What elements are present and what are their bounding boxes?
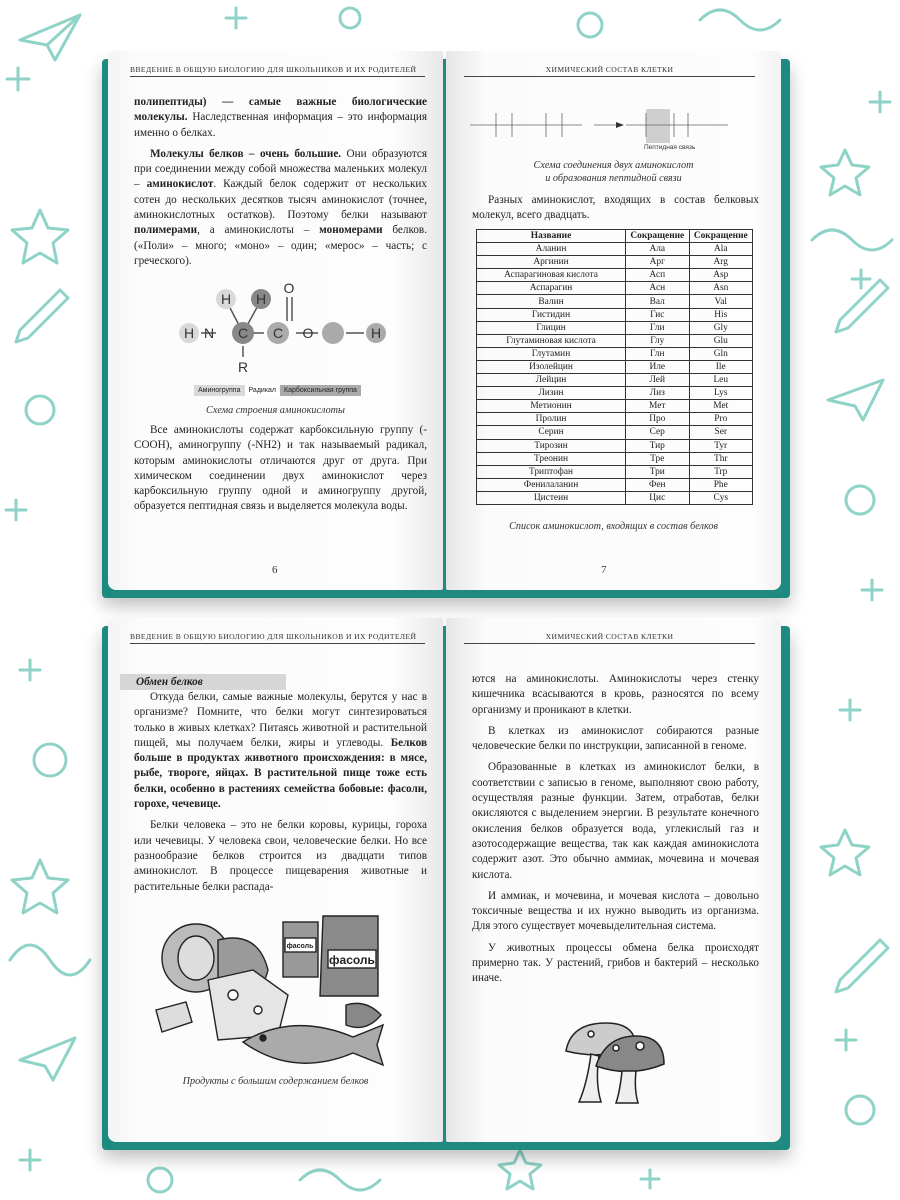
page-text: [472, 193, 759, 224]
table-cell: Фен: [626, 478, 689, 491]
table-cell: Триптофан: [477, 465, 626, 478]
section-title: Обмен белков: [120, 674, 286, 690]
bold-text: аминокислот: [146, 178, 214, 191]
plus-icon: [226, 8, 246, 28]
table-cell: Лейцин: [477, 374, 626, 387]
page-text: [134, 95, 427, 269]
star-icon: [12, 210, 68, 263]
table-row: [477, 308, 753, 321]
table-cell: Phe: [689, 478, 753, 491]
table-cell: Гистидин: [477, 308, 626, 321]
paragraph: Белки человека – это не белки коровы, курицы, гороха или чечевицы. У человека свои, человеческие белки. Но все разнообразие белков строится из двадцати типов аминокислот. В процессе пищеварения животные и растительные белки распада-: [134, 819, 427, 893]
paragraph: [134, 147, 427, 269]
star-icon: [12, 860, 68, 913]
mushrooms-illustration: [556, 1016, 666, 1106]
table-cell: Gly: [689, 321, 753, 334]
table-cell: Лиз: [626, 387, 689, 400]
circle-icon: [578, 13, 602, 37]
star-icon: [821, 830, 869, 875]
bold-text: полипептиды) — самые важные биологические молекулы.: [134, 96, 427, 124]
table-cell: Глицин: [477, 321, 626, 334]
book-spread-top: [88, 45, 810, 600]
paper-plane-icon: [20, 1038, 75, 1080]
page-left: [108, 618, 443, 1142]
atom-label: O: [283, 280, 295, 296]
legend-amino-group: Аминогруппа: [194, 385, 245, 396]
table-cell: Треонин: [477, 452, 626, 465]
page-number: 7: [601, 564, 607, 576]
plus-icon: [6, 500, 26, 520]
star-icon: [821, 150, 869, 195]
plus-icon: [852, 270, 870, 288]
table-cell: Leu: [689, 374, 753, 387]
table-row: [477, 321, 753, 334]
table-cell: Цистеин: [477, 491, 626, 504]
caption-line: Схема соединения двух аминокислот: [533, 160, 694, 171]
caption-line: и образования пептидной связи: [545, 173, 682, 184]
table-cell: Ала: [626, 243, 689, 256]
paper-plane-icon: [20, 15, 80, 60]
paragraph: Образованные в клетках из аминокислот белки, в соответствии с записью в геноме, выполняют свою работу, осуществляя разные функции. Затем, отработав, белки окисляются с выделением энергии. В результате конечного окисления белков образуется вода, углекислый газ и азотосодержащие вещества, так как каждая аминокислота содержит азот. Это обычно аммиак, мочевина и мочевая кислота.: [472, 761, 759, 881]
table-row: [477, 413, 753, 426]
table-cell: Изолейцин: [477, 360, 626, 373]
paragraph: У животных процессы обмена белка происходят примерно так. У растений, грибов и бактерий – несколько иначе.: [472, 941, 759, 985]
table-row: [477, 374, 753, 387]
running-head: ВВЕДЕНИЕ В ОБЩУЮ БИОЛОГИЮ ДЛЯ ШКОЛЬНИКОВ И ИХ РОДИТЕЛЕЙ: [130, 632, 425, 644]
atom-label: H: [220, 291, 232, 307]
table-cell: Асн: [626, 282, 689, 295]
legend-radical: Радикал: [245, 385, 281, 396]
text: Наследственная информация – это информация именно о белках.: [134, 111, 427, 139]
figure-caption: Схема строения аминокислоты: [206, 405, 345, 416]
table-row: [477, 387, 753, 400]
table-row: [477, 491, 753, 504]
peptide-bond-label: Пептидная связь: [644, 144, 696, 151]
amino-acid-table: [476, 229, 753, 505]
table-cell: Вал: [626, 295, 689, 308]
table-row: [477, 282, 753, 295]
page-number: 6: [272, 564, 278, 576]
atom-label: C: [272, 325, 284, 341]
table-cell: Мет: [626, 400, 689, 413]
table-header: Сокращение: [626, 230, 689, 243]
illustration-caption: Продукты с большим содержанием белков: [182, 1076, 369, 1087]
pencil-icon: [16, 290, 68, 342]
plus-icon: [20, 1150, 40, 1170]
table-row: [477, 452, 753, 465]
plus-icon: [836, 1030, 856, 1050]
table-row: [477, 400, 753, 413]
legend-carboxyl-group: Карбоксильная группа: [280, 385, 361, 396]
table-cell: Асп: [626, 269, 689, 282]
plus-icon: [20, 660, 40, 680]
table-row: [477, 347, 753, 360]
text: Откуда белки, самые важные молекулы, берутся у нас в организме? Помните, что белки могут синтезироваться только в живых клетках? Питаясь животной и растительной пищей, мы получаем белки, жиры и углеводы.: [134, 691, 427, 749]
bold-text: Белков больше в продуктах животного происхождения: в мясе, рыбе, твороге, яйцах. В растительной пище тоже есть белки, особенно в растениях семейства бобовые: фасоли, горохе, чечевице.: [134, 736, 427, 811]
protein-foods-illustration: [148, 910, 408, 1070]
circle-icon: [34, 744, 66, 776]
table-cell: Валин: [477, 295, 626, 308]
book-spread-bottom: [88, 612, 810, 1152]
table-cell: Глутаминовая кислота: [477, 334, 626, 347]
table-cell: Аргинин: [477, 256, 626, 269]
atom-label: R: [237, 359, 249, 375]
table-cell: Лей: [626, 374, 689, 387]
table-cell: Тирозин: [477, 439, 626, 452]
table-cell: Тир: [626, 439, 689, 452]
plus-icon: [641, 1170, 659, 1188]
can-label: фасоль: [286, 943, 314, 950]
paragraph: [134, 690, 427, 812]
table-cell: Пролин: [477, 413, 626, 426]
table-cell: Tyr: [689, 439, 753, 452]
table-cell: Ser: [689, 426, 753, 439]
arrow-icon: [616, 122, 624, 128]
swirl-icon: [300, 1170, 380, 1190]
table-row: [477, 295, 753, 308]
circle-icon: [846, 1096, 874, 1124]
atom-label: C: [237, 325, 249, 341]
table-row: [477, 256, 753, 269]
table-cell: Три: [626, 465, 689, 478]
bag-label: фасоль: [329, 953, 375, 967]
paragraph: В клетках из аминокислот собираются разные человеческие белки по инструкции, записанной в геноме.: [472, 724, 759, 753]
table-cell: Met: [689, 400, 753, 413]
table-cell: Арг: [626, 256, 689, 269]
bold-text: Молекулы белков – очень большие.: [150, 147, 342, 160]
table-cell: Метионин: [477, 400, 626, 413]
table-cell: Gln: [689, 347, 753, 360]
swirl-icon: [10, 945, 90, 975]
atom-label: H: [255, 291, 267, 307]
table-cell: Тре: [626, 452, 689, 465]
table-cell: Аспарагин: [477, 282, 626, 295]
plus-icon: [840, 700, 860, 720]
table-row: [477, 426, 753, 439]
table-cell: Lys: [689, 387, 753, 400]
bold-text: мономерами: [319, 224, 383, 237]
plus-icon: [870, 92, 890, 112]
table-cell: Val: [689, 295, 753, 308]
paragraph: И аммиак, и мочевина, и мочевая кислота – довольно токсичные вещества и их нужно выводить из организма. Для этого существует мочевыделительная система.: [472, 889, 759, 933]
atom-label: O: [302, 325, 314, 341]
table-row: [477, 269, 753, 282]
table-cell: Аланин: [477, 243, 626, 256]
peptide-bond-scheme: [466, 105, 756, 155]
table-cell: Глутамин: [477, 347, 626, 360]
plus-icon: [862, 580, 882, 600]
table-cell: Asn: [689, 282, 753, 295]
table-cell: Иле: [626, 360, 689, 373]
page-text: [472, 672, 759, 987]
table-body: [477, 243, 753, 505]
table-cell: Гис: [626, 308, 689, 321]
table-row: [477, 360, 753, 373]
table-cell: Glu: [689, 334, 753, 347]
circle-icon: [846, 486, 874, 514]
text: . Каждый белок содержит от нескольких сотен до нескольких десятков тысяч аминокислот (точнее, аминокислотных остатков). Поэтому белки называют: [134, 178, 428, 222]
table-header: Сокращение: [689, 230, 753, 243]
table-cell: Гли: [626, 321, 689, 334]
paragraph: [134, 95, 427, 141]
table-cell: Про: [626, 413, 689, 426]
paragraph: Разных аминокислот, входящих в состав белковых молекул, всего двадцать.: [472, 194, 759, 222]
table-cell: Arg: [689, 256, 753, 269]
pencil-icon: [836, 940, 888, 992]
formula-legend: [194, 385, 361, 396]
circle-icon: [340, 8, 360, 28]
table-cell: Фенилаланин: [477, 478, 626, 491]
atom-label: H: [183, 325, 195, 341]
page-right: [446, 618, 781, 1142]
table-row: [477, 478, 753, 491]
text: Они образуются при соединении между собой множества маленьких молекул –: [134, 147, 427, 191]
running-head: ВВЕДЕНИЕ В ОБЩУЮ БИОЛОГИЮ ДЛЯ ШКОЛЬНИКОВ И ИХ РОДИТЕЛЕЙ: [130, 65, 425, 77]
table-cell: Asp: [689, 269, 753, 282]
amino-acid-formula: [168, 279, 418, 375]
table-cell: Цис: [626, 491, 689, 504]
peptide-bond-highlight: [646, 109, 670, 143]
running-head: ХИМИЧЕСКИЙ СОСТАВ КЛЕТКИ: [464, 632, 755, 644]
paragraph: ются на аминокислоты. Аминокислоты через стенку кишечника всасываются в кровь, разносятся по всему организму и проникают в клетки.: [472, 673, 759, 716]
running-head: ХИМИЧЕСКИЙ СОСТАВ КЛЕТКИ: [464, 65, 755, 77]
table-cell: Серин: [477, 426, 626, 439]
table-header: Название: [477, 230, 626, 243]
table-row: [477, 439, 753, 452]
table-row: [477, 465, 753, 478]
atom-label: N: [203, 325, 215, 341]
text: , а аминокислоты –: [197, 224, 320, 237]
circle-icon: [148, 1168, 172, 1192]
table-row: [477, 243, 753, 256]
table-cell: His: [689, 308, 753, 321]
text: белков. («Поли» – много; «моно» – один; «мерос» – часть; с греческого).: [134, 224, 427, 267]
table-cell: Глн: [626, 347, 689, 360]
page-text: [134, 423, 427, 515]
plus-icon: [7, 68, 29, 90]
table-cell: Лизин: [477, 387, 626, 400]
table-cell: Ile: [689, 360, 753, 373]
bold-text: полимерами: [134, 224, 198, 237]
table-row: [477, 334, 753, 347]
circle-icon: [26, 396, 54, 424]
table-caption: Список аминокислот, входящих в состав белков: [509, 521, 718, 532]
table-cell: Ala: [689, 243, 753, 256]
table-cell: Cys: [689, 491, 753, 504]
paper-plane-icon: [828, 380, 883, 420]
table-cell: Аспарагиновая кислота: [477, 269, 626, 282]
scheme-caption: [466, 159, 761, 185]
table-cell: Pro: [689, 413, 753, 426]
table-cell: Trp: [689, 465, 753, 478]
amino-acid-table-wrap: [476, 229, 753, 505]
table-cell: Глу: [626, 334, 689, 347]
atom-label: H: [370, 325, 382, 341]
table-cell: Thr: [689, 452, 753, 465]
page-7: [446, 51, 781, 590]
swirl-icon: [700, 10, 780, 30]
star-icon: [499, 1150, 541, 1189]
page-text: [134, 690, 427, 895]
table-cell: Сер: [626, 426, 689, 439]
paragraph: Все аминокислоты содержат карбоксильную группу (-COOH), аминогруппу (-NH2) и так называемый радикал, которым аминокислоты отличаются друг от друга. При химическом соединении двух аминокислот через карбоксильную группу одной и аминогруппу другой, образуется пептидная связь и выделяется молекула воды.: [134, 424, 427, 513]
page-6: [108, 51, 443, 590]
swirl-icon: [812, 230, 892, 250]
table-header-row: [477, 230, 753, 243]
